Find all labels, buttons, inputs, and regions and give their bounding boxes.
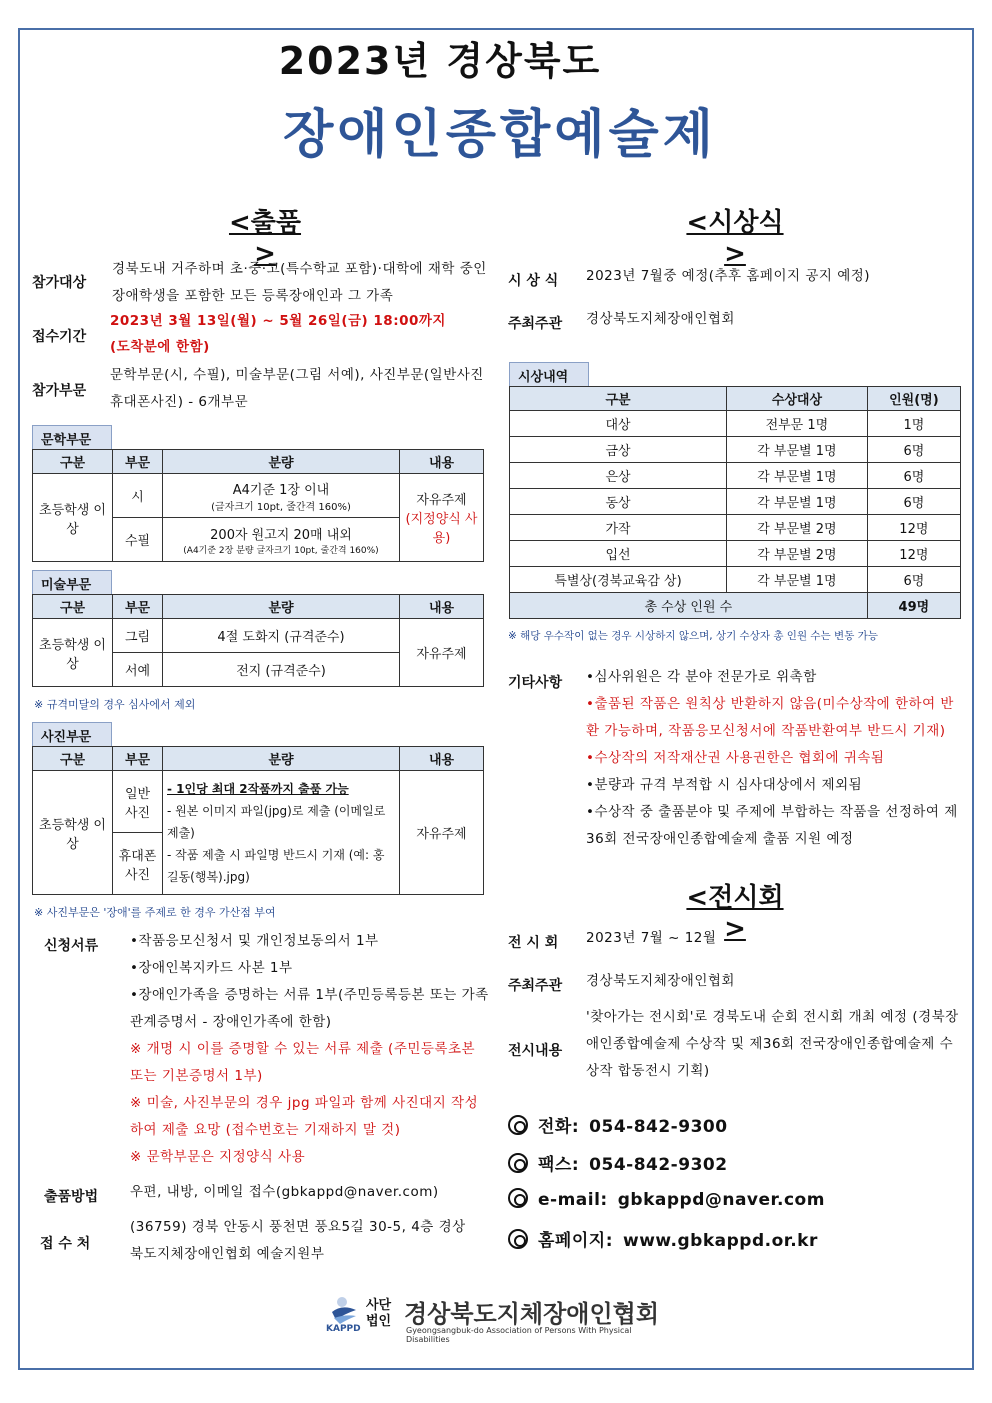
th-content: 내용 — [400, 595, 484, 619]
award-row — [510, 463, 961, 489]
exhibit-date-label: 전 시 회 — [508, 935, 559, 951]
awards-label: 시상내역 — [509, 362, 589, 389]
award-cell: 금상 — [510, 437, 727, 463]
exhibit-content-label: 전시내용 — [508, 1043, 563, 1059]
literature-table — [32, 449, 484, 562]
association-eng: Gyeongsangbuk-do Association of Persons With Physical Disabilities — [406, 1326, 632, 1344]
th-part: 부문 — [113, 747, 163, 771]
art-row-name: 서예 — [113, 653, 163, 687]
art-table — [32, 594, 484, 687]
awards-note: ※ 해당 우수작이 없는 경우 시상하지 않으며, 상기 수상자 총 인원 수는 변동 가능 — [508, 630, 878, 642]
th-award-count: 인원(명) — [867, 387, 960, 411]
photo-name: 일반 사진 — [113, 771, 163, 833]
exhibit-host-text: 경상북도지체장애인협회 — [586, 973, 735, 989]
award-cell: 은상 — [510, 463, 727, 489]
award-row — [510, 437, 961, 463]
category-label: 참가부문 — [32, 383, 87, 399]
award-cell: 각 부문별 1명 — [727, 567, 868, 593]
award-row — [510, 515, 961, 541]
poem-name: 시 — [113, 474, 163, 518]
method-text: 우편, 내방, 이메일 접수(gbkappd@naver.com) — [130, 1184, 439, 1200]
award-cell: 12명 — [867, 515, 960, 541]
etc-item: •수상작의 저작재산권 사용권한은 협회에 귀속됨 — [586, 750, 885, 766]
etc-list — [586, 664, 966, 853]
photo-amount: - 1인당 최대 2작품까지 출품 가능 — [167, 781, 349, 796]
award-cell: 각 부문별 2명 — [727, 515, 868, 541]
award-cell: 12명 — [867, 541, 960, 567]
ceremony-host-label: 주최주관 — [508, 316, 563, 332]
contact-email — [508, 1188, 825, 1210]
period-text: 2023년 3월 13일(월) ~ 5월 26일(금) 18:00까지 — [110, 313, 446, 329]
etc-label: 기타사항 — [508, 675, 563, 691]
photo-content: 자유주제 — [400, 771, 484, 895]
photo-note: ※ 사진부문은 '장애'를 주제로 한 경우 가산점 부여 — [34, 906, 276, 919]
address-label: 접 수 처 — [40, 1236, 91, 1252]
th-content: 내용 — [400, 747, 484, 771]
exhibit-date-text: 2023년 7월 ~ 12월 — [586, 930, 717, 946]
award-row — [510, 411, 961, 437]
award-total-label: 총 수상 인원 수 — [510, 593, 868, 619]
etc-item: •심사위원은 각 분야 전문가로 위촉함 — [586, 669, 817, 685]
section-entry: <출품> — [228, 208, 302, 269]
etc-item: •출품된 작품은 원칙상 반환하지 않음(미수상작에 한하여 반환 가능하며, 작품응모신청서에 작품반환여부 반드시 기재) — [586, 696, 954, 739]
target-label: 참가대상 — [32, 275, 87, 291]
award-cell: 6명 — [867, 489, 960, 515]
etc-item: •분량과 규격 부적합 시 심사대상에서 제외됨 — [586, 777, 863, 793]
docs-red-item: ※ 개명 시 이를 증명할 수 있는 서류 제출 (주민등록초본 또는 기본증명서 1부) — [130, 1041, 476, 1084]
docs-label: 신청서류 — [44, 938, 99, 954]
essay-name: 수필 — [113, 518, 163, 562]
th-amount: 분량 — [163, 747, 400, 771]
bullseye-icon — [508, 1115, 528, 1135]
award-cell: 가작 — [510, 515, 727, 541]
award-cell: 각 부문별 1명 — [727, 463, 868, 489]
th-content: 내용 — [400, 450, 484, 474]
photo-label: 사진부문 — [32, 722, 112, 749]
award-cell: 1명 — [867, 411, 960, 437]
award-cell: 각 부문별 1명 — [727, 489, 868, 515]
docs-item: •작품응모신청서 및 개인정보동의서 1부 — [130, 933, 379, 949]
contact-homepage — [508, 1226, 818, 1251]
th-amount: 분량 — [163, 595, 400, 619]
kappd-text: KAPPD — [326, 1324, 361, 1334]
photo-amount: - 작품 제출 시 파일명 반드시 기재 (예: 홍길동(행복).jpg) — [167, 847, 385, 884]
ceremony-host-text: 경상북도지체장애인협회 — [586, 311, 735, 327]
award-cell: 6명 — [867, 463, 960, 489]
corp-text: 사단 법인 — [366, 1298, 392, 1329]
period-label: 접수기간 — [32, 329, 87, 345]
ceremony-date-text: 2023년 7월중 예정(추후 홈페이지 공지 예정) — [586, 268, 871, 284]
bullseye-icon — [508, 1229, 528, 1249]
etc-item: •수상작 중 출품분야 및 주제에 부합하는 작품을 선정하여 제36회 전국장애인종합예술제 출품 지원 예정 — [586, 804, 958, 847]
section-award: <시상식> — [686, 208, 784, 269]
award-cell: 각 부문별 1명 — [727, 437, 868, 463]
art-group: 초등학생 이상 — [33, 619, 113, 687]
art-content: 자유주제 — [400, 619, 484, 687]
th-award-target: 수상대상 — [727, 387, 868, 411]
contact-value[interactable]: gbkappd@naver.com — [617, 1190, 825, 1210]
award-total-value: 49명 — [867, 593, 960, 619]
photo-table — [32, 746, 484, 895]
award-cell: 6명 — [867, 437, 960, 463]
art-row-amount: 전지 (규격준수) — [163, 653, 400, 687]
contact-value[interactable]: www.gbkappd.or.kr — [623, 1231, 818, 1251]
contact-value[interactable]: 054-842-9300 — [589, 1117, 728, 1137]
award-cell: 입선 — [510, 541, 727, 567]
photo-name: 휴대폰 사진 — [113, 833, 163, 895]
th-group: 구분 — [33, 747, 113, 771]
title-year: 2023년 경상북도 — [278, 39, 602, 83]
art-label: 미술부문 — [32, 570, 112, 597]
awards-table — [509, 386, 961, 619]
contact-key: e-mail: — [538, 1190, 608, 1210]
award-cell: 특별상(경북교육감 상) — [510, 567, 727, 593]
contact-phone — [508, 1112, 728, 1137]
contact-fax — [508, 1150, 728, 1175]
photo-amount: - 원본 이미지 파일(jpg)로 제출 (이메일로 제출) — [167, 803, 386, 840]
title-main: 장애인종합예술제 — [283, 105, 717, 165]
target-text: 경북도내 거주하며 초·중·고(특수학교 포함)·대학에 재학 중인 장애학생을 포함한 모든 등록장애인과 그 가족 — [112, 261, 487, 304]
section-exhibit: <전시회> — [686, 883, 784, 944]
literature-label: 문학부문 — [32, 425, 112, 452]
association-name: 경상북도지체장애인협회 — [404, 1300, 660, 1328]
th-part: 부문 — [113, 450, 163, 474]
award-cell: 대상 — [510, 411, 727, 437]
period-note: (도착분에 한함) — [110, 339, 210, 355]
contact-key: 홈페이지: — [538, 1231, 613, 1251]
literature-content-red: (지정양식 사용) — [405, 512, 478, 546]
award-cell: 전부문 1명 — [727, 411, 868, 437]
award-row — [510, 567, 961, 593]
th-group: 구분 — [33, 595, 113, 619]
art-row-amount: 4절 도화지 (규격준수) — [163, 619, 400, 653]
award-cell: 동상 — [510, 489, 727, 515]
contact-key: 전화: — [538, 1117, 580, 1137]
award-row — [510, 541, 961, 567]
footer-logo — [326, 1294, 671, 1344]
docs-red-item: ※ 미술, 사진부문의 경우 jpg 파일과 함께 사진대지 작성하여 제출 요망 (접수번호는 기재하지 말 것) — [130, 1095, 479, 1138]
award-total-row — [510, 593, 961, 619]
poem-amount: A4기준 1장 이내 — [232, 482, 330, 498]
docs-item: •장애인복지카드 사본 1부 — [130, 960, 293, 976]
th-group: 구분 — [33, 450, 113, 474]
address-text: (36759) 경북 안동시 풍천면 풍요5길 30-5, 4층 경상북도지체장애인협회 예술지원부 — [130, 1219, 466, 1262]
award-cell: 6명 — [867, 567, 960, 593]
contact-key: 팩스: — [538, 1155, 580, 1175]
method-label: 출품방법 — [44, 1189, 99, 1205]
docs-item: •장애인가족을 증명하는 서류 1부(주민등록등본 또는 가족관계증명서 - 장애인가족에 한함) — [130, 987, 489, 1030]
literature-content: 자유주제 — [416, 493, 467, 508]
th-amount: 분량 — [163, 450, 400, 474]
poem-detail: (글자크기 10pt, 줄간격 160%) — [211, 501, 351, 513]
photo-group: 초등학생 이상 — [33, 771, 113, 895]
exhibit-content-text: '찾아가는 전시회'로 경북도내 순회 전시회 개최 예정 (경북장애인종합예술제 수상작 및 제36회 전국장애인종합예술제 수상작 합동전시 기획) — [586, 1009, 959, 1079]
literature-group: 초등학생 이상 — [33, 474, 113, 562]
th-award-type: 구분 — [510, 387, 727, 411]
award-row — [510, 489, 961, 515]
docs-red-item: ※ 문학부문은 지정양식 사용 — [130, 1149, 306, 1165]
art-note: ※ 규격미달의 경우 심사에서 제외 — [34, 698, 196, 711]
bullseye-icon — [508, 1153, 528, 1173]
bullseye-icon — [508, 1188, 528, 1208]
ceremony-date-label: 시 상 식 — [508, 273, 559, 289]
exhibit-host-label: 주최주관 — [508, 978, 563, 994]
art-row-name: 그림 — [113, 619, 163, 653]
essay-amount: 200자 원고지 20매 내외 — [210, 527, 352, 543]
docs-list — [130, 928, 490, 1171]
essay-detail: (A4기준 2장 분량 글자크기 10pt, 줄간격 160%) — [183, 545, 379, 556]
contact-value[interactable]: 054-842-9302 — [589, 1155, 728, 1175]
award-cell: 각 부문별 2명 — [727, 541, 868, 567]
category-text: 문학부문(시, 수필), 미술부문(그림 서예), 사진부문(일반사진 휴대폰사진) - 6개부문 — [110, 367, 484, 410]
th-part: 부문 — [113, 595, 163, 619]
